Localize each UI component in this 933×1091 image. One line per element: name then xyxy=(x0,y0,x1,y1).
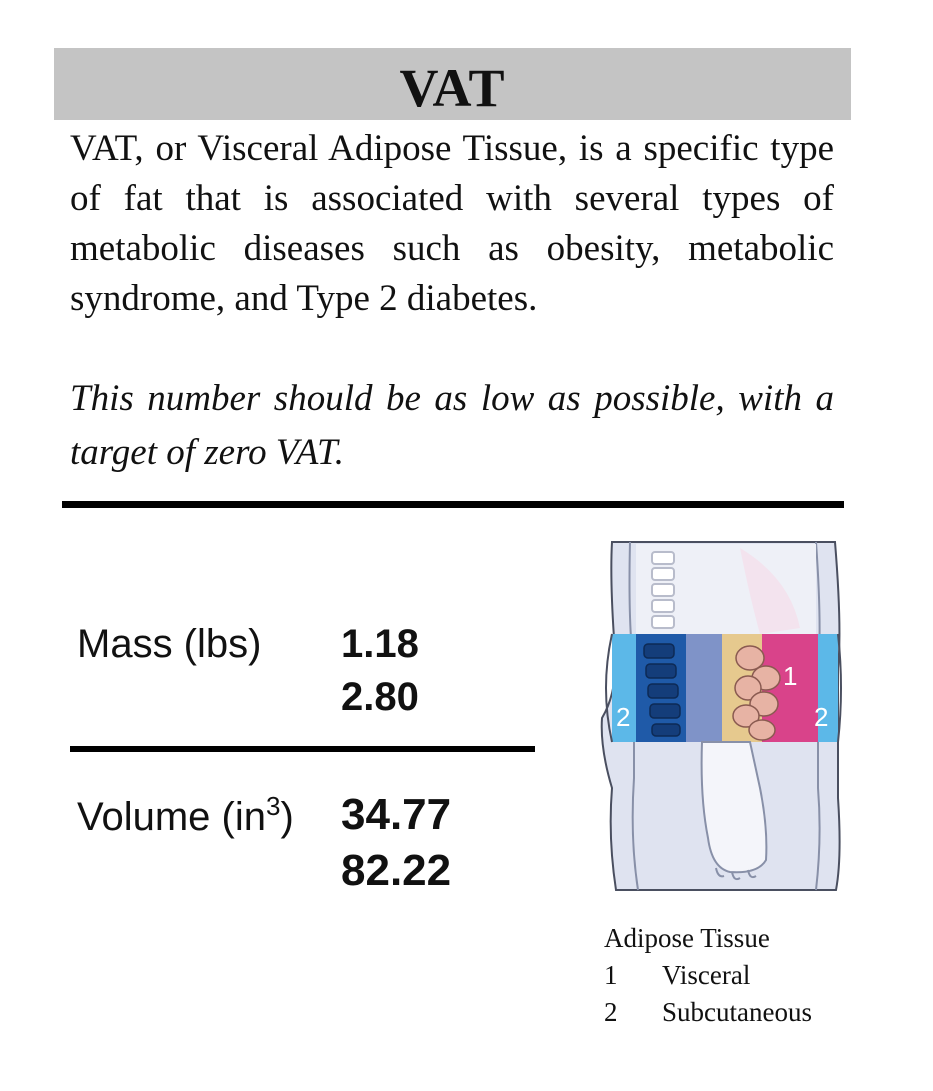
divider-top xyxy=(62,501,844,508)
volume-value-2: 82.22 xyxy=(341,846,452,895)
note-text: This number should be as low as possible, with a target of zero VAT. xyxy=(70,378,834,473)
mass-label: Mass (lbs) xyxy=(77,622,262,666)
legend-label: Subcutaneous xyxy=(662,997,812,1027)
adipose-illustration xyxy=(590,538,850,898)
legend-item-subcutaneous xyxy=(604,994,812,1031)
legend-number: 1 xyxy=(604,960,618,990)
visceral-marker: 1 xyxy=(783,661,798,691)
page-title: VAT xyxy=(399,58,506,118)
legend-item-visceral xyxy=(604,957,812,994)
legend-number: 2 xyxy=(604,997,618,1027)
legend-label: Visceral xyxy=(662,960,751,990)
volume-label-close: ) xyxy=(280,795,294,839)
subcutaneous-marker-left: 2 xyxy=(616,702,631,732)
mass-value-1: 1.18 xyxy=(341,622,419,666)
volume-label-superscript: 3 xyxy=(265,791,281,821)
description-text: VAT, or Visceral Adipose Tissue, is a specific type of fat that is associated with several types of metabolic diseases such as obesity, metabolic syndrome, and Type 2 diabetes. xyxy=(70,128,834,319)
volume-value-1: 34.77 xyxy=(341,790,452,839)
mass-value-2: 2.80 xyxy=(341,675,419,719)
legend xyxy=(604,920,812,1031)
divider-middle xyxy=(70,746,535,752)
volume-label xyxy=(77,791,294,840)
title-bar xyxy=(54,48,851,120)
volume-label-text: Volume (in xyxy=(77,795,266,839)
subcutaneous-marker-right: 2 xyxy=(814,702,829,732)
legend-title: Adipose Tissue xyxy=(604,923,770,953)
